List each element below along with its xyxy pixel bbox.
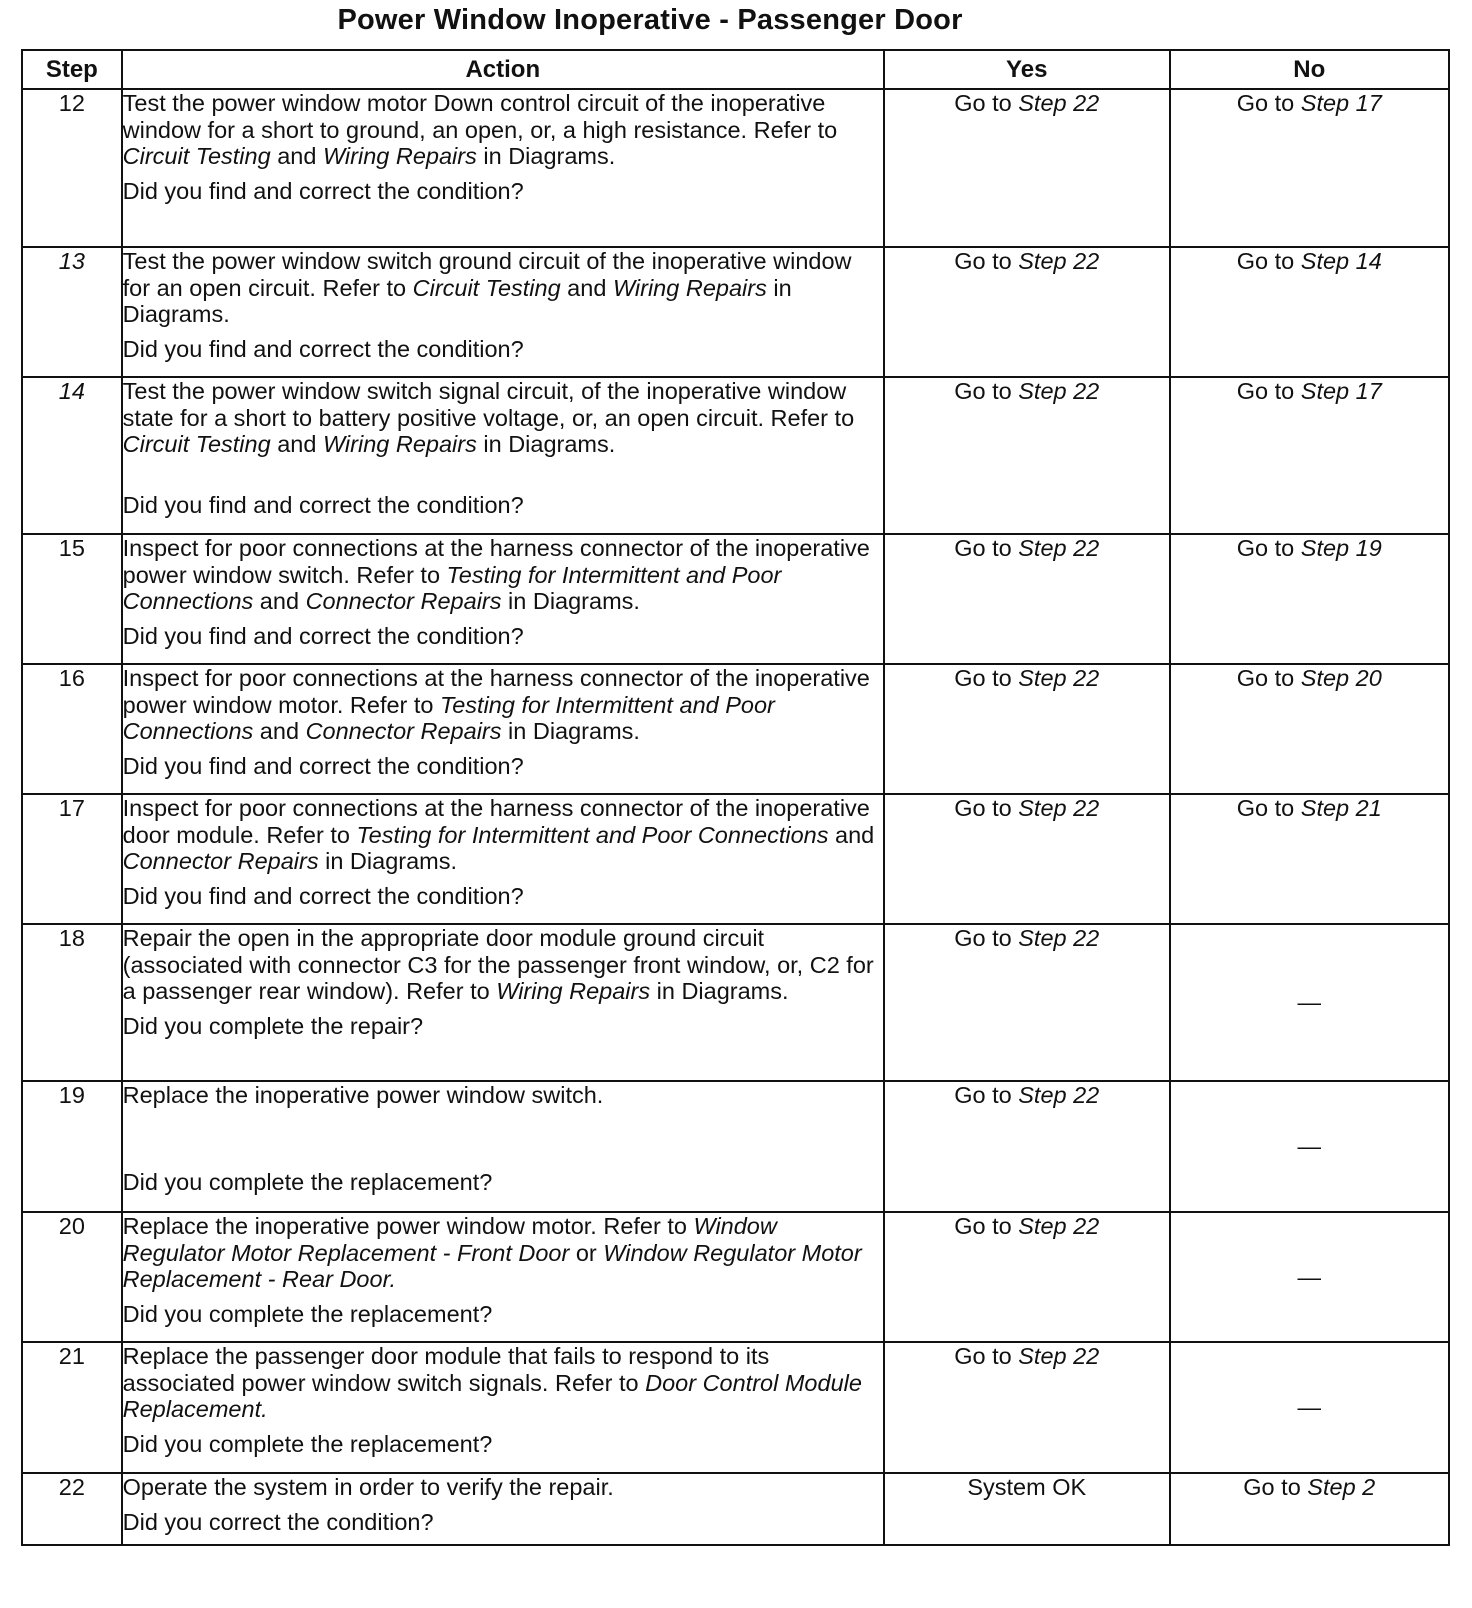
table-row [22,924,1449,1081]
action-question: Did you find and correct the condition? [122,622,524,649]
action-text-segment: and [253,588,306,614]
action-reference: Circuit Testing [412,274,561,301]
table-row [22,534,1449,664]
goto-prefix: Go to [954,1082,1019,1108]
goto-prefix: Go to [1236,535,1301,561]
action-text-segment: and [828,821,875,848]
no-cell [1170,89,1449,247]
goto-step-target: Step 22 [1018,248,1100,274]
no-cell [1170,794,1449,924]
goto-step-target: Step 22 [1018,1082,1100,1108]
action-text-segment: and [253,718,306,744]
no-cell [1170,377,1449,534]
dash-mark: — [1297,1394,1322,1420]
action-question: Did you complete the replacement? [122,1430,493,1457]
action-cell [122,534,884,664]
table-row [22,1081,1449,1212]
dash-mark: — [1297,1133,1322,1159]
action-text-segment: Test the power window switch ground circuit of the inoperative window for an open circuit. Refer to [122,248,852,301]
no-cell [1170,1212,1449,1342]
action-text-segment: Replace the inoperative power window switch. [122,1082,604,1108]
action-cell [122,1081,884,1212]
action-text-segment: Operate the system in order to verify the repair. [122,1474,614,1500]
action-reference: Wiring Repairs [322,431,477,457]
goto-prefix: Go to [954,248,1019,274]
action-text [123,665,883,745]
yes-cell [884,664,1170,794]
action-text-segment: Inspect for poor connections at the harness connector of the inoperative door module. Refer to [122,795,870,848]
goto-prefix: Go to [954,535,1019,561]
action-text [123,535,883,615]
action-question: Did you find and correct the condition? [122,882,524,909]
action-text-segment: in Diagrams. [476,143,616,169]
result-text: System OK [967,1474,1087,1500]
goto-prefix: Go to [1236,378,1301,404]
action-question: Did you complete the replacement? [122,1168,493,1195]
yes-cell [884,247,1170,377]
action-text-segment: in Diagrams. [476,431,616,457]
action-text-segment: in Diagrams. [501,588,640,614]
action-question: Did you find and correct the condition? [122,491,524,518]
action-cell [122,89,884,247]
page-title: Power Window Inoperative - Passenger Door [337,4,963,36]
table-row [22,1473,1449,1545]
goto-step-target: Step 17 [1300,90,1382,116]
yes-cell [884,1212,1170,1342]
step-number: 21 [22,1342,122,1473]
dash-mark: — [1297,1263,1322,1290]
step-number: 19 [22,1081,122,1212]
goto-prefix: Go to [954,1213,1019,1239]
yes-cell [884,89,1170,247]
no-cell [1170,1342,1449,1473]
action-text-segment: and [270,143,323,169]
action-reference: Wiring Repairs [496,978,651,1004]
goto-prefix: Go to [954,1343,1019,1369]
yes-cell [884,534,1170,664]
goto-prefix: Go to [954,378,1019,404]
action-text-segment: in Diagrams. [650,978,789,1004]
action-text [123,1082,883,1109]
action-reference: Testing for Intermittent and Poor Connections [122,561,782,614]
action-reference: Circuit Testing [122,143,271,169]
header-no: No [1170,50,1449,89]
step-number: 20 [22,1212,122,1342]
table-row [22,377,1449,534]
yes-cell [884,794,1170,924]
action-reference: Circuit Testing [122,431,271,457]
goto-prefix: Go to [1236,665,1301,691]
goto-prefix: Go to [954,795,1019,821]
goto-prefix: Go to [954,90,1019,116]
goto-step-target: Step 22 [1018,1343,1100,1369]
action-text-segment: and [560,274,613,301]
action-text-segment: Test the power window motor Down control circuit of the inoperative window for a short to ground, an open, or, a high resistance. Refer to [122,90,838,143]
action-text-segment: Inspect for poor connections at the harness connector of the inoperative power window motor. Refer to [122,665,870,718]
goto-step-target: Step 22 [1018,378,1100,404]
action-question: Did you correct the condition? [122,1508,434,1535]
yes-cell [884,924,1170,1081]
step-number: 16 [22,664,122,794]
action-text-segment: Test the power window switch signal circuit, of the inoperative window state for a short to battery positive voltage, or, an open circuit. Refer to [122,378,855,431]
action-reference: Connector Repairs [305,588,502,614]
header-row [22,50,1449,89]
action-text [123,248,883,328]
action-question: Did you find and correct the condition? [122,335,524,362]
goto-step-target: Step 22 [1018,925,1100,951]
table-row [22,794,1449,924]
dash-mark: — [1297,989,1322,1015]
diagnostic-table [21,49,1450,1546]
action-reference: Connector Repairs [305,718,502,744]
goto-prefix: Go to [1236,248,1301,274]
goto-step-target: Step 20 [1300,665,1382,691]
goto-step-target: Step 14 [1300,248,1382,274]
action-text [123,1474,883,1501]
action-text-segment: in Diagrams. [501,718,640,744]
step-number: 18 [22,924,122,1081]
goto-step-target: Step 21 [1300,795,1382,821]
action-question: Did you find and correct the condition? [122,752,524,779]
action-reference: Wiring Repairs [612,274,767,301]
action-cell [122,924,884,1081]
action-question: Did you find and correct the condition? [122,177,524,204]
step-number: 12 [22,89,122,247]
goto-step-target: Step 22 [1018,1213,1100,1239]
action-text-segment: and [270,431,323,457]
goto-step-target: Step 2 [1307,1474,1376,1500]
table-row [22,1212,1449,1342]
action-cell [122,794,884,924]
action-cell [122,377,884,534]
table-row [22,1342,1449,1473]
action-text-segment: Inspect for poor connections at the harness connector of the inoperative power window switch. Refer to [122,535,870,588]
goto-step-target: Step 19 [1300,535,1382,561]
action-text [123,1343,883,1423]
action-text [123,925,883,1005]
table-row [22,664,1449,794]
goto-prefix: Go to [954,665,1019,691]
no-cell [1170,1081,1449,1212]
table-row [22,89,1449,247]
action-reference: Testing for Intermittent and Poor Connections [122,691,775,744]
yes-cell [884,377,1170,534]
no-cell [1170,1473,1449,1545]
step-number: 13 [22,247,122,377]
action-text [123,795,883,875]
action-cell [122,1473,884,1545]
action-reference: Window Regulator Motor Replacement - Rear Door. [122,1239,862,1292]
goto-prefix: Go to [954,925,1019,951]
goto-step-target: Step 22 [1018,665,1100,691]
action-reference: Wiring Repairs [322,143,477,169]
action-cell [122,1342,884,1473]
action-reference: Window Regulator Motor Replacement - Front Door [122,1213,777,1266]
action-text [123,378,883,458]
header-step: Step [22,50,122,89]
action-text-segment: in Diagrams. [122,274,792,327]
action-text-segment: Replace the passenger door module that fails to respond to its associated power window switch signals. Refer to [122,1343,770,1396]
no-cell [1170,924,1449,1081]
action-cell [122,664,884,794]
no-cell [1170,664,1449,794]
goto-prefix: Go to [1236,90,1301,116]
goto-step-target: Step 22 [1018,535,1100,561]
step-number: 15 [22,534,122,664]
action-reference: Testing for Intermittent and Poor Connections [356,821,829,848]
action-text [123,90,883,170]
action-question: Did you complete the repair? [122,1012,424,1039]
step-number: 14 [22,377,122,534]
step-number: 17 [22,794,122,924]
goto-step-target: Step 17 [1300,378,1382,404]
action-text-segment: Replace the inoperative power window motor. Refer to [122,1213,694,1239]
action-text-segment: Repair the open in the appropriate door module ground circuit (associated with connector C3 for the passenger front window, or, C2 for a passenger rear window). Refer to [122,925,874,1004]
action-cell [122,247,884,377]
no-cell [1170,247,1449,377]
goto-prefix: Go to [1243,1474,1308,1500]
action-cell [122,1212,884,1342]
yes-cell [884,1473,1170,1545]
table-row [22,247,1449,377]
action-reference: Door Control Module Replacement. [122,1369,862,1422]
header-action: Action [122,50,884,89]
goto-step-target: Step 22 [1018,90,1100,116]
yes-cell [884,1081,1170,1212]
action-question: Did you complete the replacement? [122,1300,493,1327]
step-number: 22 [22,1473,122,1545]
yes-cell [884,1342,1170,1473]
action-text-segment: in Diagrams. [318,848,458,874]
action-text [123,1213,883,1293]
header-yes: Yes [884,50,1170,89]
goto-prefix: Go to [1236,795,1301,821]
goto-step-target: Step 22 [1018,795,1100,821]
action-reference: Connector Repairs [122,848,319,874]
action-text-segment: or [569,1239,604,1266]
no-cell [1170,534,1449,664]
